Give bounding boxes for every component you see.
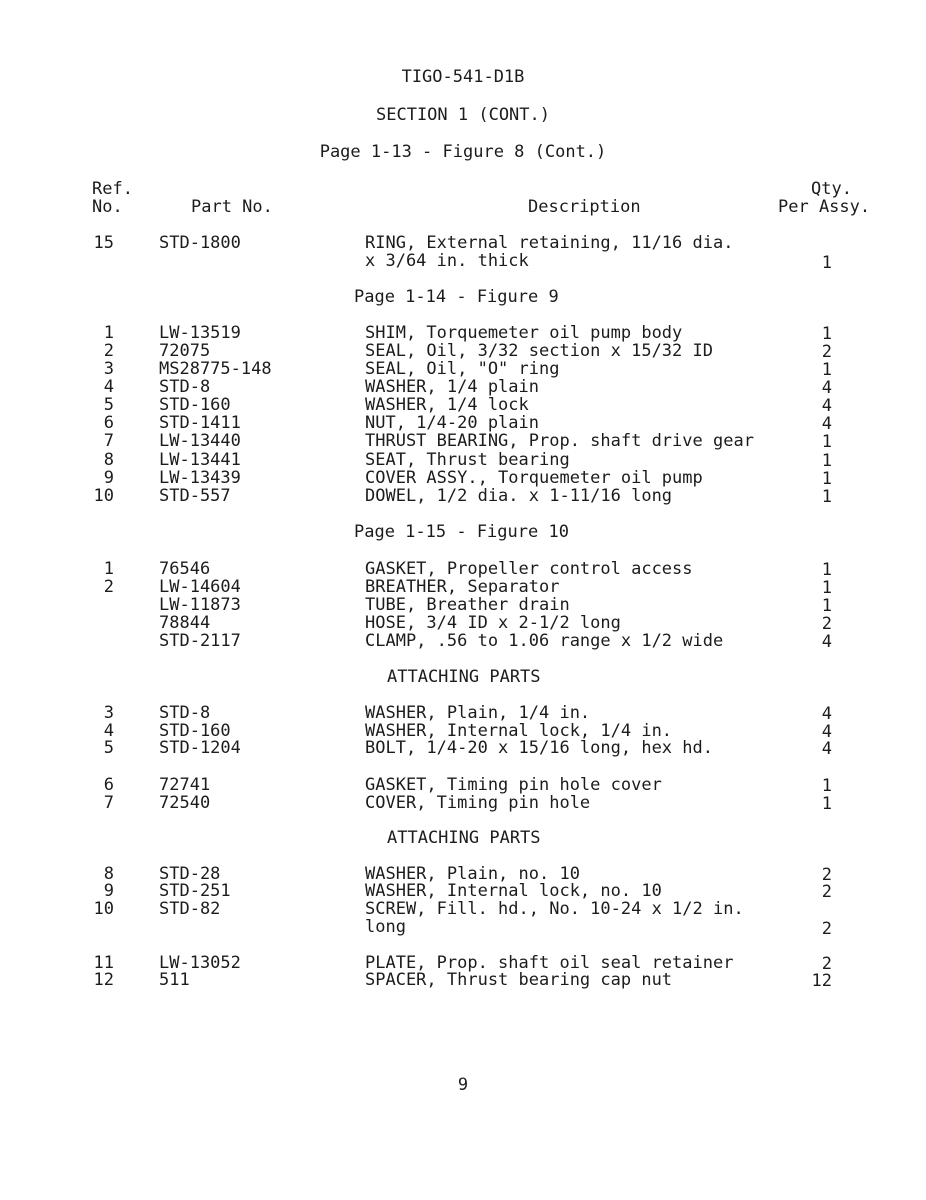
description-header: Description bbox=[528, 197, 641, 217]
row-ref: 5 bbox=[103, 738, 114, 758]
row-description: SEAT, Thrust bearing bbox=[365, 450, 570, 470]
document-id: TIGO-541-D1B bbox=[401, 67, 525, 87]
row-ref: 4 bbox=[103, 377, 114, 397]
qty-header-line2: Per Assy. bbox=[778, 197, 871, 217]
row-description-continued: x 3/64 in. thick bbox=[365, 251, 529, 271]
row-part-no: 72540 bbox=[159, 793, 211, 813]
part-no-header: Part No. bbox=[191, 197, 273, 217]
row-ref: 3 bbox=[103, 359, 114, 379]
row-ref: 6 bbox=[103, 413, 114, 433]
row-qty: 1 bbox=[821, 560, 832, 580]
row-qty: 2 bbox=[821, 919, 832, 939]
row-description: COVER, Timing pin hole bbox=[365, 793, 591, 813]
row-part-no: STD-251 bbox=[159, 881, 231, 901]
row-part-no: 72741 bbox=[159, 775, 211, 795]
row-part-no: LW-13052 bbox=[159, 953, 241, 973]
row-ref: 15 bbox=[93, 233, 114, 253]
row-part-no: STD-8 bbox=[159, 377, 211, 397]
row-part-no: STD-160 bbox=[159, 395, 231, 415]
row-qty: 2 bbox=[821, 865, 832, 885]
row-part-no: LW-13439 bbox=[159, 468, 241, 488]
row-qty: 1 bbox=[821, 578, 832, 598]
row-part-no: STD-1204 bbox=[159, 738, 241, 758]
row-description: WASHER, Plain, 1/4 in. bbox=[365, 703, 591, 723]
row-part-no: 76546 bbox=[159, 559, 211, 579]
row-ref: 2 bbox=[103, 341, 114, 361]
row-description: SHIM, Torquemeter oil pump body bbox=[365, 323, 683, 343]
row-description-continued: long bbox=[365, 917, 406, 937]
row-description: COVER ASSY., Torquemeter oil pump bbox=[365, 468, 703, 488]
row-ref: 12 bbox=[93, 970, 114, 990]
row-part-no: LW-13440 bbox=[159, 431, 241, 451]
page-figure-heading: Page 1-13 - Figure 8 (Cont.) bbox=[319, 142, 607, 162]
row-description: CLAMP, .56 to 1.06 range x 1/2 wide bbox=[365, 631, 724, 651]
row-qty: 2 bbox=[821, 954, 832, 974]
row-ref: 8 bbox=[103, 450, 114, 470]
row-ref: 10 bbox=[93, 899, 114, 919]
row-part-no: STD-82 bbox=[159, 899, 221, 919]
row-ref: 3 bbox=[103, 703, 114, 723]
row-part-no: LW-13441 bbox=[159, 450, 241, 470]
row-description: SEAL, Oil, "O" ring bbox=[365, 359, 560, 379]
row-ref: 6 bbox=[103, 775, 114, 795]
row-qty: 2 bbox=[821, 882, 832, 902]
row-description: HOSE, 3/4 ID x 2-1/2 long bbox=[365, 613, 621, 633]
section-title: SECTION 1 (CONT.) bbox=[376, 105, 550, 125]
qty-header-line1: Qty. bbox=[811, 179, 852, 199]
attaching-parts-heading: ATTACHING PARTS bbox=[387, 828, 541, 848]
row-description: PLATE, Prop. shaft oil seal retainer bbox=[365, 953, 734, 973]
ref-header-line2: No. bbox=[92, 197, 123, 217]
ref-header-line1: Ref. bbox=[92, 179, 133, 199]
row-qty: 1 bbox=[821, 432, 832, 452]
row-qty: 1 bbox=[821, 487, 832, 507]
row-ref: 7 bbox=[103, 793, 114, 813]
row-ref: 4 bbox=[103, 721, 114, 741]
figure-10-heading: Page 1-15 - Figure 10 bbox=[354, 522, 569, 542]
row-description: GASKET, Propeller control access bbox=[365, 559, 693, 579]
row-description: GASKET, Timing pin hole cover bbox=[365, 775, 662, 795]
row-qty: 4 bbox=[821, 704, 832, 724]
row-qty: 1 bbox=[821, 451, 832, 471]
row-description: TUBE, Breather drain bbox=[365, 595, 570, 615]
figure-9-heading: Page 1-14 - Figure 9 bbox=[354, 287, 559, 307]
row-ref: 1 bbox=[103, 559, 114, 579]
row-qty: 1 bbox=[821, 253, 832, 273]
row-part-no: STD-8 bbox=[159, 703, 211, 723]
row-ref: 7 bbox=[103, 431, 114, 451]
row-part-no: STD-1800 bbox=[159, 233, 241, 253]
row-qty: 2 bbox=[821, 614, 832, 634]
row-ref: 5 bbox=[103, 395, 114, 415]
row-qty: 1 bbox=[821, 596, 832, 616]
page-number: 9 bbox=[457, 1075, 469, 1095]
row-ref: 1 bbox=[103, 323, 114, 343]
row-qty: 1 bbox=[821, 469, 832, 489]
row-description: SCREW, Fill. hd., No. 10-24 x 1/2 in. bbox=[365, 899, 744, 919]
row-part-no: 78844 bbox=[159, 613, 211, 633]
row-part-no: MS28775-148 bbox=[159, 359, 272, 379]
row-description: WASHER, 1/4 plain bbox=[365, 377, 539, 397]
row-description: DOWEL, 1/2 dia. x 1-11/16 long bbox=[365, 486, 673, 506]
row-ref: 9 bbox=[103, 881, 114, 901]
row-qty: 4 bbox=[821, 414, 832, 434]
row-part-no: LW-13519 bbox=[159, 323, 241, 343]
row-part-no: STD-160 bbox=[159, 721, 231, 741]
row-description: WASHER, Plain, no. 10 bbox=[365, 864, 580, 884]
attaching-parts-heading: ATTACHING PARTS bbox=[387, 667, 541, 687]
row-description: SEAL, Oil, 3/32 section x 15/32 ID bbox=[365, 341, 713, 361]
row-part-no: STD-1411 bbox=[159, 413, 241, 433]
row-ref: 9 bbox=[103, 468, 114, 488]
row-description: WASHER, 1/4 lock bbox=[365, 395, 529, 415]
row-qty: 2 bbox=[821, 342, 832, 362]
row-qty: 1 bbox=[821, 360, 832, 380]
row-qty: 4 bbox=[821, 739, 832, 759]
row-part-no: STD-2117 bbox=[159, 631, 241, 651]
row-part-no: LW-14604 bbox=[159, 577, 241, 597]
row-description: NUT, 1/4-20 plain bbox=[365, 413, 539, 433]
row-part-no: STD-557 bbox=[159, 486, 231, 506]
row-description: RING, External retaining, 11/16 dia. bbox=[365, 233, 734, 253]
row-ref: 11 bbox=[93, 953, 114, 973]
row-part-no: STD-28 bbox=[159, 864, 221, 884]
row-qty: 1 bbox=[821, 776, 832, 796]
row-description: THRUST BEARING, Prop. shaft drive gear bbox=[365, 431, 754, 451]
row-qty: 12 bbox=[811, 971, 832, 991]
row-part-no: LW-11873 bbox=[159, 595, 241, 615]
row-description: SPACER, Thrust bearing cap nut bbox=[365, 970, 673, 990]
row-description: WASHER, Internal lock, 1/4 in. bbox=[365, 721, 673, 741]
row-qty: 4 bbox=[821, 396, 832, 416]
row-ref: 2 bbox=[103, 577, 114, 597]
row-description: WASHER, Internal lock, no. 10 bbox=[365, 881, 662, 901]
row-part-no: 511 bbox=[159, 970, 190, 990]
row-qty: 4 bbox=[821, 378, 832, 398]
row-ref: 10 bbox=[93, 486, 114, 506]
row-description: BOLT, 1/4-20 x 15/16 long, hex hd. bbox=[365, 738, 713, 758]
row-qty: 4 bbox=[821, 722, 832, 742]
row-description: BREATHER, Separator bbox=[365, 577, 560, 597]
row-ref: 8 bbox=[103, 864, 114, 884]
row-qty: 4 bbox=[821, 632, 832, 652]
row-part-no: 72075 bbox=[159, 341, 211, 361]
row-qty: 1 bbox=[821, 794, 832, 814]
row-qty: 1 bbox=[821, 324, 832, 344]
